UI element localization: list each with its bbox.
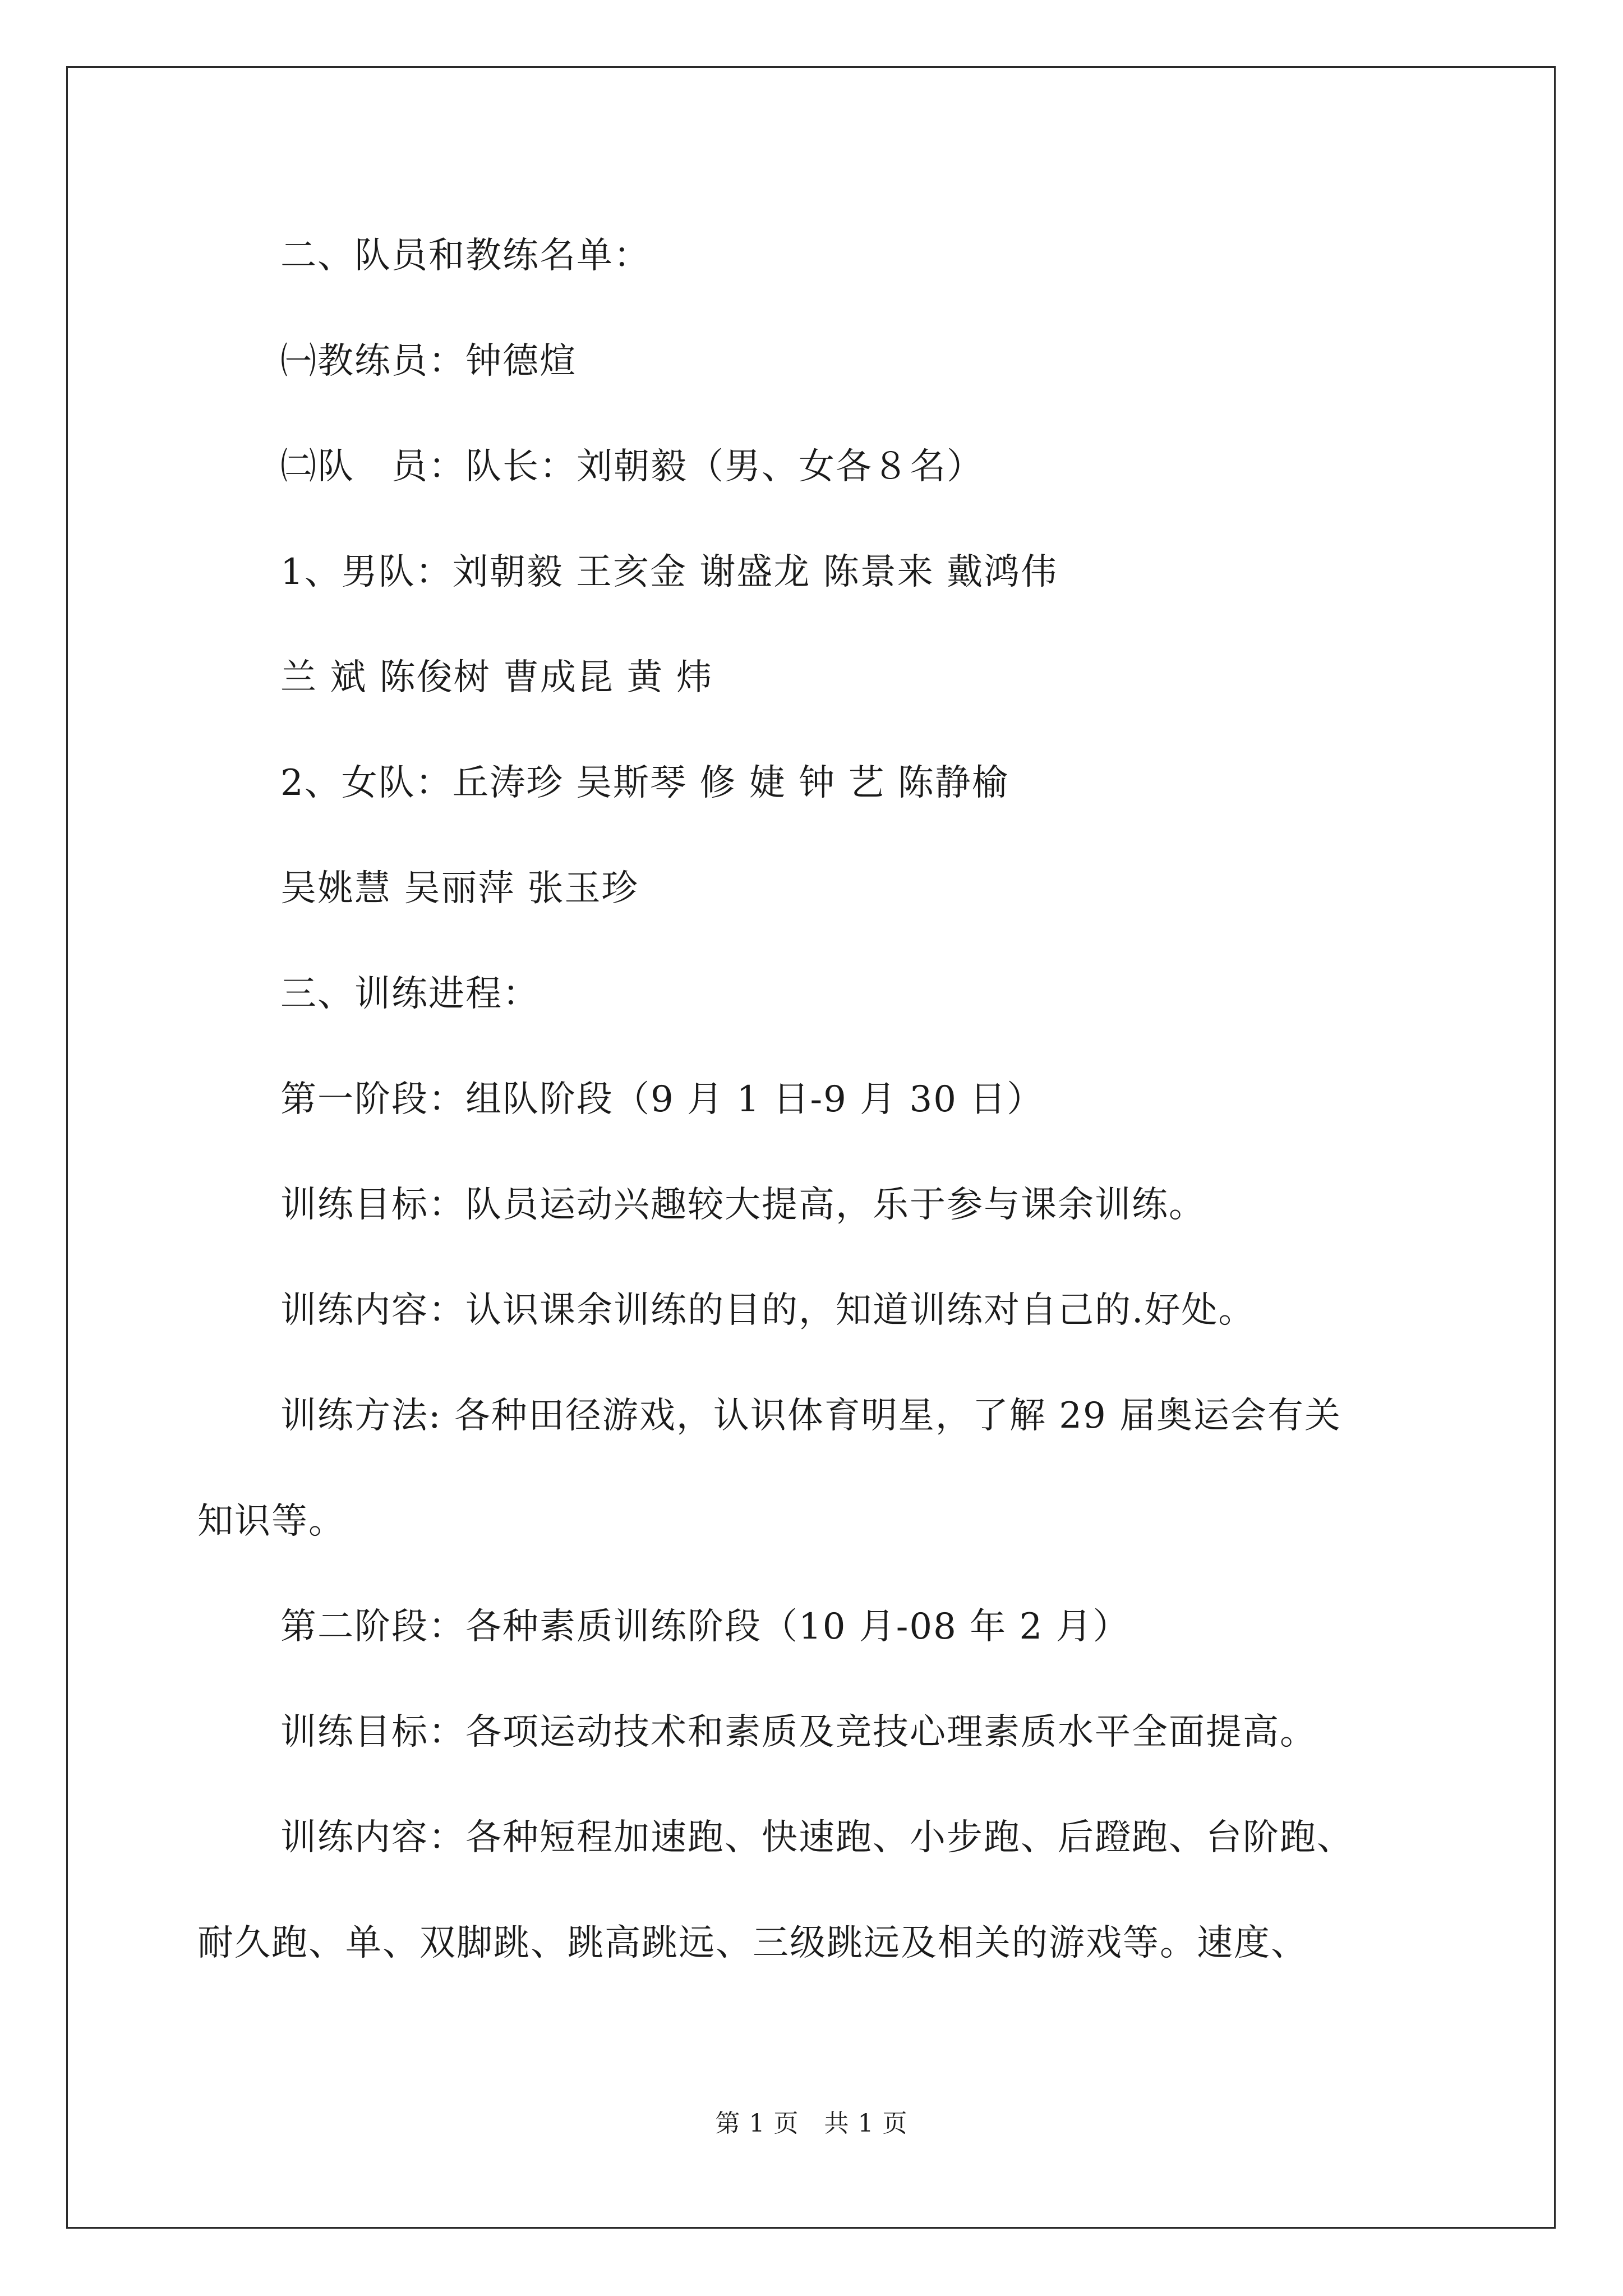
girls-team-line-continued: 吴姚慧 吴丽萍 张玉珍 <box>280 868 639 909</box>
page-number-footer: 第 1 页 共 1 页 <box>715 2109 908 2138</box>
page-border <box>66 66 1556 2229</box>
stage-one-goal: 训练目标：队员运动兴趣较大提高，乐于参与课余训练。 <box>280 1184 1206 1226</box>
boys-team-line-continued: 兰 斌 陈俊树 曹成昆 黄 炜 <box>280 657 713 698</box>
team-members-line: ㈡队 员：队长：刘朝毅（男、女各８名） <box>280 446 984 487</box>
girls-team-line: 2、女队：丘涛珍 吴斯琴 修 婕 钟 艺 陈静榆 <box>280 762 1009 804</box>
stage-two-content: 训练内容：各种短程加速跑、快速跑、小步跑、后蹬跑、台阶跑、 <box>280 1817 1354 1858</box>
stage-one-method: 训练方法: 各种田径游戏，认识体育明星，了解 29 届奥运会有关 <box>280 1395 1342 1437</box>
stage-two-goal: 训练目标：各项运动技术和素质及竞技心理素质水平全面提高。 <box>280 1711 1317 1753</box>
stage-two-content-continued: 耐久跑、单、双脚跳、跳高跳远、三级跳远及相关的游戏等。速度、 <box>197 1922 1308 1964</box>
stage-one-method-continued: 知识等。 <box>197 1501 345 1542</box>
coach-line: ㈠教练员：钟德煊 <box>280 341 577 382</box>
section-heading-roster: 二、队员和教练名单： <box>280 235 651 277</box>
section-heading-process: 三、训练进程： <box>280 973 540 1015</box>
boys-team-line: 1、男队：刘朝毅 王亥金 谢盛龙 陈景来 戴鸿伟 <box>280 551 1058 593</box>
stage-one-heading: 第一阶段：组队阶段（9 月 1 日-9 月 30 日） <box>280 1079 1044 1120</box>
stage-two-heading: 第二阶段：各种素质训练阶段（10 月-08 年 2 月） <box>280 1606 1130 1648</box>
stage-one-content: 训练内容：认识课余训练的目的，知道训练对自己的.好处。 <box>280 1290 1256 1331</box>
